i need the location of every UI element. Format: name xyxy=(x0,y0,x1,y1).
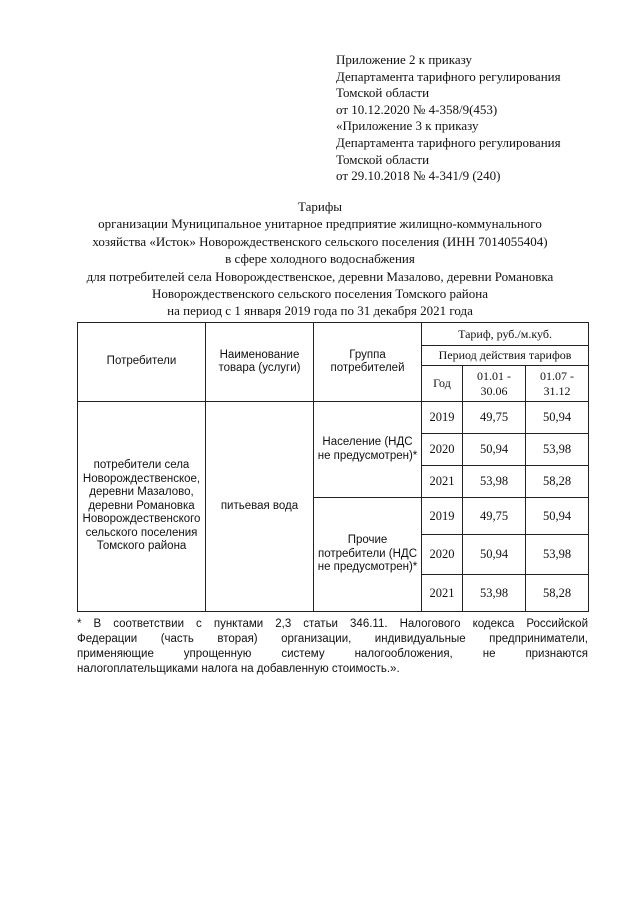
header-line: от 10.12.2020 № 4-358/9(453) xyxy=(336,101,498,117)
year-cell: 2020 xyxy=(422,434,463,466)
header-tariff: Тариф, руб./м.куб. xyxy=(422,323,589,346)
consumers-cell: потребители села Новорождественское, деревни Мазалово, деревни Романовка Новорождественского сельского поселения Томского района xyxy=(78,402,206,612)
title-line: Новорождественского сельского поселения Томского района xyxy=(152,286,488,302)
footnote-line: налогоплательщиками налога на добавленную стоимость.». xyxy=(77,663,400,675)
header-consumers: Потребители xyxy=(78,323,206,402)
year-cell: 2019 xyxy=(422,402,463,434)
title-line: хозяйства «Исток» Новорождественского сельского поселения (ИНН 7014055404) xyxy=(92,233,548,249)
year-cell: 2019 xyxy=(422,498,463,535)
product-cell: питьевая вода xyxy=(206,402,314,612)
tariff-cell: 53,98 xyxy=(526,434,589,466)
group-cell: Прочие потребители (НДС не предусмотрен)* xyxy=(314,498,422,612)
header-line: Томской области xyxy=(336,151,430,167)
footnote-line: * В соответствии с пунктами 2,3 статьи 346.11. Налогового кодекса Российской xyxy=(77,618,588,630)
table-row xyxy=(78,402,589,434)
header-line: Департамента тарифного регулирования xyxy=(336,68,561,84)
header-line: Томской области xyxy=(336,85,430,101)
footnote-line: Федерации (часть вторая) организации, индивидуальные предприниматели, xyxy=(77,633,588,645)
tariff-cell: 49,75 xyxy=(463,498,526,535)
footnote-line: применяющие упрощенную систему налогообложения, не признаются xyxy=(77,648,588,660)
tariff-cell: 53,98 xyxy=(463,466,526,498)
title-line: на период с 1 января 2019 года по 31 декабря 2021 года xyxy=(167,303,473,319)
year-cell: 2021 xyxy=(422,466,463,498)
tariff-cell: 50,94 xyxy=(463,535,526,575)
document-title xyxy=(40,198,600,320)
order-reference-block xyxy=(336,52,626,185)
tariff-cell: 53,98 xyxy=(526,535,589,575)
header-period: Период действия тарифов xyxy=(422,346,589,366)
tariff-cell: 58,28 xyxy=(526,466,589,498)
tariff-cell: 58,28 xyxy=(526,575,589,612)
footnote xyxy=(77,617,588,677)
tariff-cell: 53,98 xyxy=(463,575,526,612)
year-cell: 2021 xyxy=(422,575,463,612)
tariff-cell: 50,94 xyxy=(526,498,589,535)
tariff-cell: 50,94 xyxy=(463,434,526,466)
header-line: от 29.10.2018 № 4-341/9 (240) xyxy=(336,168,501,184)
header-period-2: 01.07 - 31.12 xyxy=(526,366,589,402)
header-line: «Приложение 3 к приказу xyxy=(336,118,479,134)
tariff-cell: 50,94 xyxy=(526,402,589,434)
header-year: Год xyxy=(422,366,463,402)
title-line: организации Муниципальное унитарное предприятие жилищно-коммунального xyxy=(98,216,542,232)
title-line: в сфере холодного водоснабжения xyxy=(225,251,415,267)
tariff-cell: 49,75 xyxy=(463,402,526,434)
header-line: Департамента тарифного регулирования xyxy=(336,134,561,150)
title-line: Тарифы xyxy=(297,199,342,214)
header-product: Наименование товара (услуги) xyxy=(206,323,314,402)
group-cell: Население (НДС не предусмотрен)* xyxy=(314,402,422,498)
year-cell: 2020 xyxy=(422,535,463,575)
title-line: для потребителей села Новорождественское, деревни Мазалово, деревни Романовка xyxy=(86,268,554,284)
header-line: Приложение 2 к приказу xyxy=(336,52,473,67)
tariff-table xyxy=(77,322,589,612)
header-period-1: 01.01 - 30.06 xyxy=(463,366,526,402)
header-group: Группа потребителей xyxy=(314,323,422,402)
